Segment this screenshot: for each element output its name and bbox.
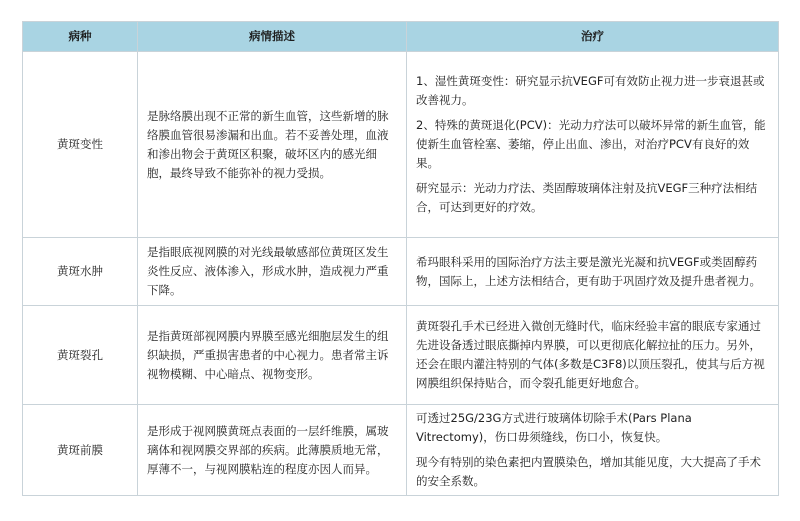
treatment-paragraph: 可透过25G/23G方式进行玻璃体切除手术(Pars Plana Vitrectomy)，伤口毋须缝线，伤口小，恢复快。 [416, 411, 692, 444]
column-header-disease: 病种 [23, 22, 138, 52]
treatment-paragraph: 希玛眼科采用的国际治疗方法主要是激光光凝和抗VEGF或类固醇药物，国际上，上述方法相结合，更有助于巩固疗效及提升患者视力。 [416, 254, 761, 288]
column-header-description: 病情描述 [138, 22, 407, 52]
treatment-paragraph: 现今有特别的染色素把内置膜染色，增加其能见度，大大提高了手术的安全系数。 [416, 455, 761, 488]
column-header-treatment: 治疗 [407, 22, 779, 52]
table-row [23, 52, 779, 238]
disease-name: 黄斑变性 [23, 52, 138, 238]
disease-name: 黄斑裂孔 [23, 306, 138, 405]
disease-description: 是脉络膜出现不正常的新生血管，这些新增的脉络膜血管很易渗漏和出血。若不妥善处理，血液和渗出物会于黄斑区积聚，破坏区内的感光细胞，最终导致不能弥补的视力受损。 [138, 52, 407, 238]
disease-name: 黄斑前膜 [23, 405, 138, 496]
treatment-cell [407, 306, 779, 405]
treatment-cell [407, 405, 779, 496]
treatment-paragraph: 研究显示：光动力疗法、类固醇玻璃体注射及抗VEGF三种疗法相结合，可达到更好的疗效。 [416, 181, 758, 214]
treatment-paragraph: 1、湿性黄斑变性：研究显示抗VEGF可有效防止视力进一步衰退甚或改善视力。 [416, 74, 765, 107]
table-header-row [23, 22, 779, 52]
treatment-paragraph: 黄斑裂孔手术已经进入微创无缝时代，临床经验丰富的眼底专家通过先进设备透过眼底撕掉内界膜，可以更彻底化解拉扯的压力。另外，还会在眼内灌注特别的气体(多数是C3F8)以顶压裂孔，使其与后方视网膜组织保持贴合，而令裂孔能更好地愈合。 [416, 319, 765, 390]
macular-disease-table [22, 21, 779, 496]
disease-description: 是形成于视网膜黄斑点表面的一层纤维膜，属玻璃体和视网膜交界部的疾病。此薄膜质地无常，厚薄不一，与视网膜粘连的程度亦因人而异。 [138, 405, 407, 496]
table-row [23, 238, 779, 306]
treatment-cell [407, 238, 779, 306]
disease-description: 是指黄斑部视网膜内界膜至感光细胞层发生的组织缺损，严重损害患者的中心视力。患者常主诉视物模糊、中心暗点、视物变形。 [138, 306, 407, 405]
table-row [23, 405, 779, 496]
treatment-paragraph: 2、特殊的黄斑退化(PCV)：光动力疗法可以破坏异常的新生血管，能使新生血管栓塞、萎缩，停止出血、渗出，对治疗PCV有良好的效果。 [416, 118, 766, 170]
disease-description: 是指眼底视网膜的对光线最敏感部位黄斑区发生炎性反应、液体渗入，形成水肿，造成视力严重下降。 [138, 238, 407, 306]
disease-name: 黄斑水肿 [23, 238, 138, 306]
treatment-cell [407, 52, 779, 238]
table-row [23, 306, 779, 405]
